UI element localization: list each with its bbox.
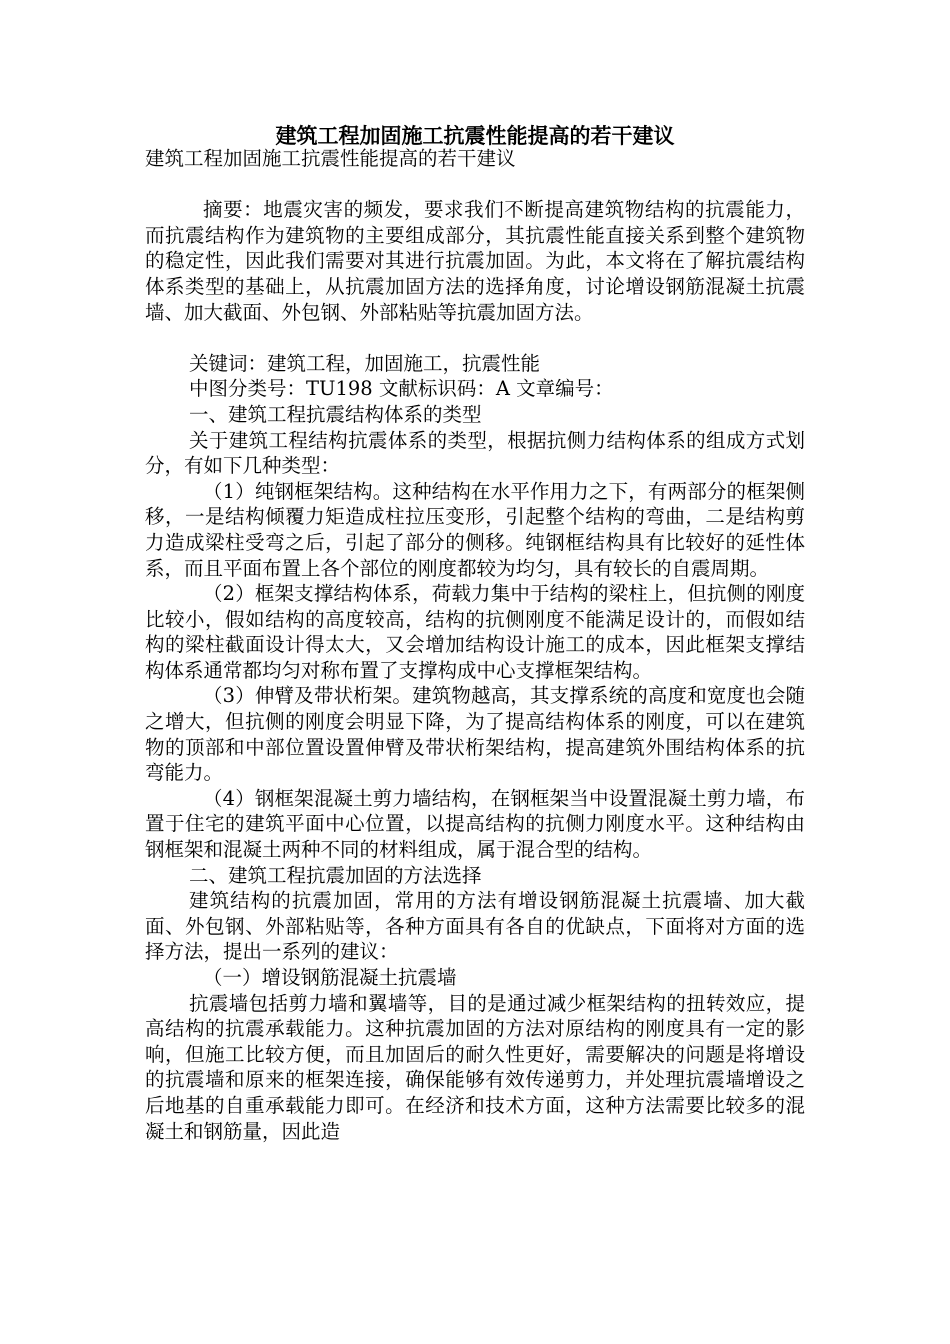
subsection-1-body: 抗震墙包括剪力墙和翼墙等，目的是通过减少框架结构的扭转效应，提高结构的抗震承载能力。这种抗震加固的方法对原结构的刚度具有一定的影响，但施工比较方便，而且加固后的耐久性更好，需要解决的问题是将增设的抗震墙和原来的框架连接，确保能够有效传递剪力，并处理抗震墙增设之后地基的自重承载能力即可。在经济和技术方面，这种方法需要比较多的混凝土和钢筋量，因此造 (145, 991, 805, 1143)
document-subtitle: 建筑工程加固施工抗震性能提高的若干建议 (145, 147, 516, 170)
section-2-intro: 建筑结构的抗震加固，常用的方法有增设钢筋混凝土抗震墙、加大截面、外包钢、外部粘贴等，各种方面具有各自的优缺点，下面将对方面的选择方法，提出一系列的建议： (145, 889, 805, 964)
abstract-paragraph: 摘要：地震灾害的频发，要求我们不断提高建筑物结构的抗震能力，而抗震结构作为建筑物的主要组成部分，其抗震性能直接关系到整个建筑物的稳定性，因此我们需要对其进行抗震加固。为此，本文将在了解抗震结构体系类型的基础上，从抗震加固方法的选择角度，讨论增设钢筋混凝土抗震墙、加大截面、外包钢、外部粘贴等抗震加固方法。 (145, 198, 805, 324)
section-1-heading: 一、建筑工程抗震结构体系的类型 (189, 402, 482, 426)
section-1-intro: 关于建筑工程结构抗震体系的类型，根据抗侧力结构体系的组成方式划分，有如下几种类型： (145, 428, 805, 478)
section-2-heading: 二、建筑工程抗震加固的方法选择 (189, 863, 482, 887)
blank-line (145, 172, 805, 198)
classification-line: 中图分类号：TU198 文献标识码：A 文章编号： (189, 377, 614, 401)
keywords-line: 关键词：建筑工程，加固施工，抗震性能 (189, 351, 541, 375)
document-body (145, 146, 805, 1144)
item-1-paragraph: （1）纯钢框架结构。这种结构在水平作用力之下，有两部分的框架侧移，一是结构倾覆力矩造成柱拉压变形，引起整个结构的弯曲，二是结构剪力造成梁柱受弯之后，引起了部分的侧移。纯钢框结构具有比较好的延性体系，而且平面布置上各个部位的刚度都较为均匀，具有较长的自震周期。 (145, 479, 805, 580)
document-title: 建筑工程加固施工抗震性能提高的若干建议 (275, 124, 675, 148)
item-2-paragraph: （2）框架支撑结构体系，荷载力集中于结构的梁柱上，但抗侧的刚度比较小，假如结构的高度较高，结构的抗侧刚度不能满足设计的，而假如结构的梁柱截面设计得太大，又会增加结构设计施工的成本，因此框架支撑结构体系通常都均匀对称布置了支撑构成中心支撑框架结构。 (145, 582, 805, 682)
item-4-paragraph: （4）钢框架混凝土剪力墙结构，在钢框架当中设置混凝土剪力墙，布置于住宅的建筑平面中心位置，以提高结构的抗侧力刚度水平。这种结构由钢框架和混凝土两种不同的材料组成，属于混合型的结构。 (145, 786, 805, 862)
blank-line (145, 325, 805, 351)
item-3-paragraph: （3）伸臂及带状桁架。建筑物越高，其支撑系统的高度和宽度也会随之增大，但抗侧的刚度会明显下降，为了提高结构体系的刚度，可以在建筑物的顶部和中部位置设置伸臂及带状桁架结构，提高建筑外围结构体系的抗弯能力。 (145, 684, 805, 785)
subsection-1-heading: （一）增设钢筋混凝土抗震墙 (203, 966, 457, 989)
